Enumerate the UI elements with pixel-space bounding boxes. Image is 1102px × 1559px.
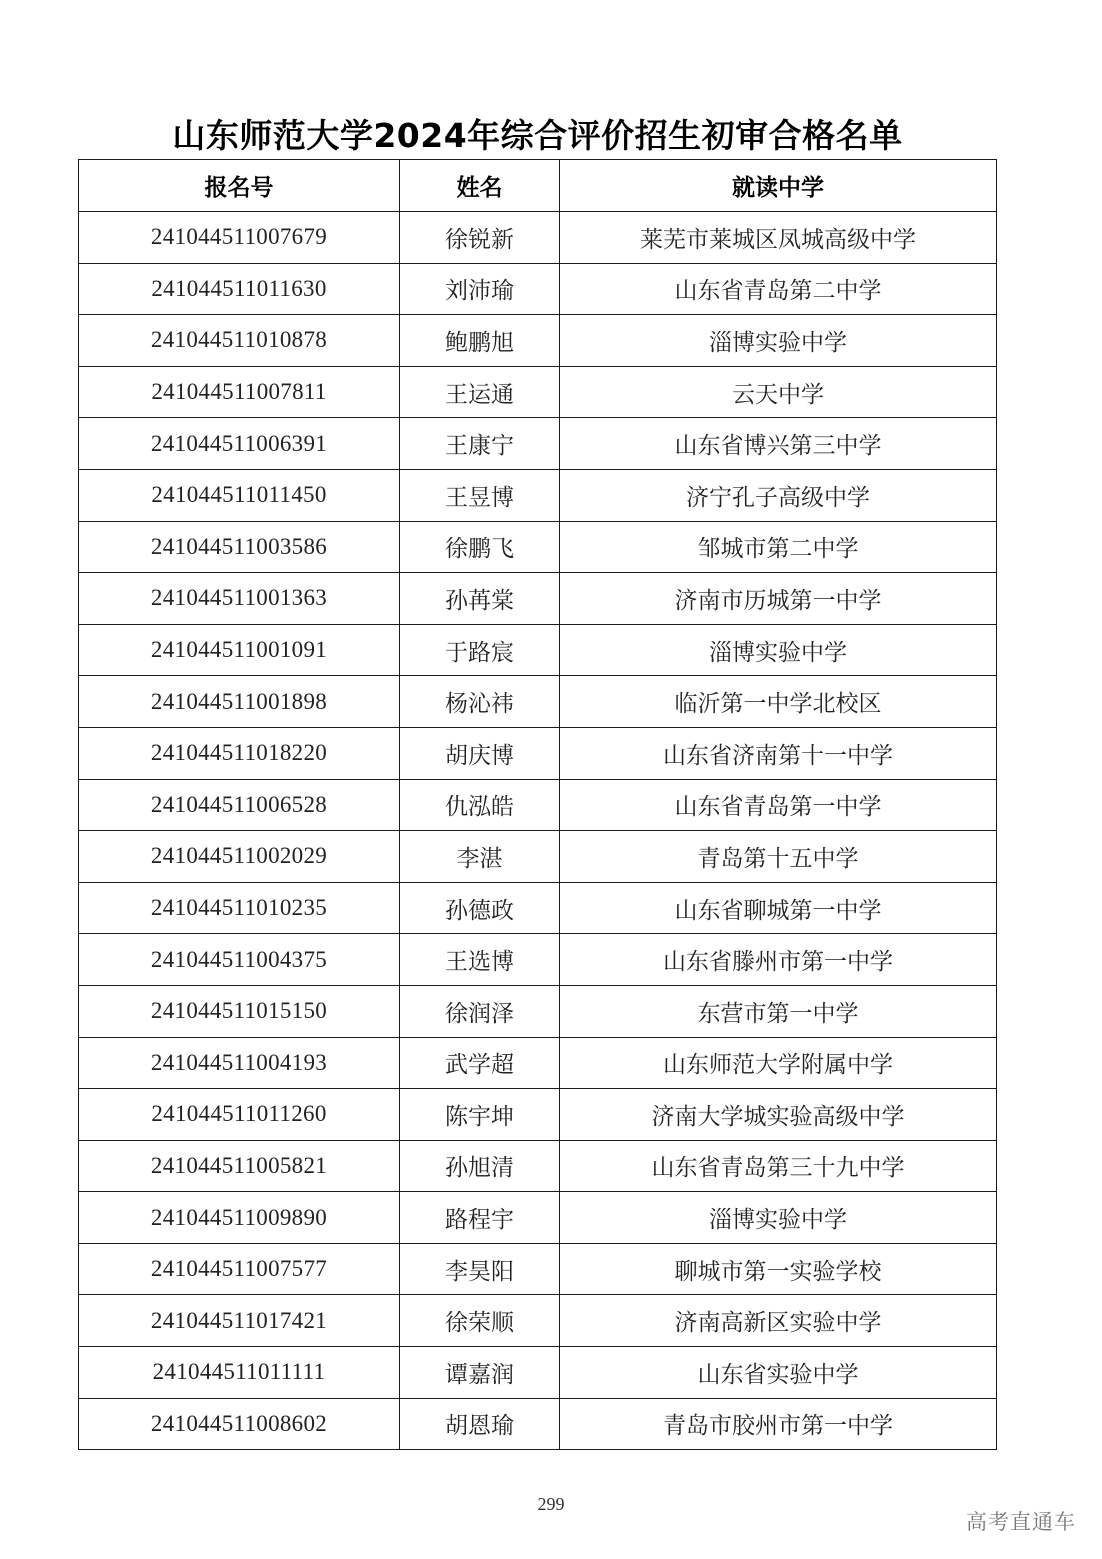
table-row	[79, 1295, 997, 1347]
table-row	[79, 1192, 997, 1244]
registration-number-cell: 241044511001363	[79, 573, 400, 625]
school-cell: 山东省青岛第一中学	[560, 779, 997, 831]
table-row	[79, 779, 997, 831]
table-row	[79, 366, 997, 418]
school-cell: 淄博实验中学	[560, 624, 997, 676]
table-row	[79, 882, 997, 934]
school-cell: 青岛第十五中学	[560, 831, 997, 883]
table-row	[79, 573, 997, 625]
registration-number-cell: 241044511008602	[79, 1398, 400, 1450]
admission-list-table	[78, 159, 997, 1450]
registration-number-cell: 241044511004193	[79, 1037, 400, 1089]
header-school: 就读中学	[560, 160, 997, 212]
school-cell: 莱芜市莱城区凤城高级中学	[560, 212, 997, 264]
table-row	[79, 1347, 997, 1399]
table-row	[79, 985, 997, 1037]
student-name-cell: 徐荣顺	[400, 1295, 560, 1347]
student-name-cell: 鲍鹏旭	[400, 315, 560, 367]
student-name-cell: 于路宸	[400, 624, 560, 676]
school-cell: 山东省博兴第三中学	[560, 418, 997, 470]
student-name-cell: 谭嘉润	[400, 1347, 560, 1399]
table-row	[79, 469, 997, 521]
school-cell: 聊城市第一实验学校	[560, 1243, 997, 1295]
registration-number-cell: 241044511007811	[79, 366, 400, 418]
table-row	[79, 212, 997, 264]
page-number: 299	[537, 1494, 565, 1514]
header-row	[79, 160, 997, 212]
registration-number-cell: 241044511017421	[79, 1295, 400, 1347]
registration-number-cell: 241044511006391	[79, 418, 400, 470]
registration-number-cell: 241044511005821	[79, 1140, 400, 1192]
registration-number-cell: 241044511003586	[79, 521, 400, 573]
student-name-cell: 胡庆博	[400, 727, 560, 779]
registration-number-cell: 241044511015150	[79, 985, 400, 1037]
table-row	[79, 676, 997, 728]
table-row	[79, 315, 997, 367]
table-row	[79, 263, 997, 315]
school-cell: 山东省聊城第一中学	[560, 882, 997, 934]
table-body	[79, 212, 997, 1450]
student-name-cell: 仇泓皓	[400, 779, 560, 831]
student-name-cell: 李湛	[400, 831, 560, 883]
school-cell: 云天中学	[560, 366, 997, 418]
school-cell: 济宁孔子高级中学	[560, 469, 997, 521]
student-name-cell: 武学超	[400, 1037, 560, 1089]
registration-number-cell: 241044511010878	[79, 315, 400, 367]
table-row	[79, 624, 997, 676]
watermark-text: 高考直通车	[966, 1510, 1076, 1534]
school-cell: 山东省滕州市第一中学	[560, 934, 997, 986]
student-name-cell: 孙德政	[400, 882, 560, 934]
student-name-cell: 胡恩瑜	[400, 1398, 560, 1450]
registration-number-cell: 241044511001898	[79, 676, 400, 728]
school-cell: 济南大学城实验高级中学	[560, 1089, 997, 1141]
school-cell: 淄博实验中学	[560, 315, 997, 367]
registration-number-cell: 241044511018220	[79, 727, 400, 779]
table-row	[79, 1140, 997, 1192]
school-cell: 临沂第一中学北校区	[560, 676, 997, 728]
registration-number-cell: 241044511009890	[79, 1192, 400, 1244]
table-row	[79, 1398, 997, 1450]
table-row	[79, 521, 997, 573]
table-row	[79, 1243, 997, 1295]
student-name-cell: 刘沛瑜	[400, 263, 560, 315]
table-row	[79, 934, 997, 986]
school-cell: 山东师范大学附属中学	[560, 1037, 997, 1089]
registration-number-cell: 241044511011450	[79, 469, 400, 521]
table-header	[79, 160, 997, 212]
registration-number-cell: 241044511002029	[79, 831, 400, 883]
registration-number-cell: 241044511001091	[79, 624, 400, 676]
registration-number-cell: 241044511007679	[79, 212, 400, 264]
student-name-cell: 王运通	[400, 366, 560, 418]
registration-number-cell: 241044511010235	[79, 882, 400, 934]
registration-number-cell: 241044511004375	[79, 934, 400, 986]
table-row	[79, 418, 997, 470]
table-row	[79, 1037, 997, 1089]
school-cell: 青岛市胶州市第一中学	[560, 1398, 997, 1450]
student-name-cell: 孙旭清	[400, 1140, 560, 1192]
student-name-cell: 李昊阳	[400, 1243, 560, 1295]
student-name-cell: 王昱博	[400, 469, 560, 521]
school-cell: 邹城市第二中学	[560, 521, 997, 573]
student-name-cell: 孙苒棠	[400, 573, 560, 625]
school-cell: 山东省济南第十一中学	[560, 727, 997, 779]
registration-number-cell: 241044511011260	[79, 1089, 400, 1141]
table-row	[79, 831, 997, 883]
student-name-cell: 徐润泽	[400, 985, 560, 1037]
school-cell: 山东省青岛第二中学	[560, 263, 997, 315]
student-name-cell: 徐锐新	[400, 212, 560, 264]
registration-number-cell: 241044511007577	[79, 1243, 400, 1295]
school-cell: 东营市第一中学	[560, 985, 997, 1037]
registration-number-cell: 241044511006528	[79, 779, 400, 831]
student-name-cell: 杨沁祎	[400, 676, 560, 728]
registration-number-cell: 241044511011111	[79, 1347, 400, 1399]
table-row	[79, 1089, 997, 1141]
student-name-cell: 路程宇	[400, 1192, 560, 1244]
registration-number-cell: 241044511011630	[79, 263, 400, 315]
school-cell: 济南高新区实验中学	[560, 1295, 997, 1347]
document-title: 山东师范大学2024年综合评价招生初审合格名单	[172, 116, 903, 155]
header-name: 姓名	[400, 160, 560, 212]
header-registration-number: 报名号	[79, 160, 400, 212]
school-cell: 山东省实验中学	[560, 1347, 997, 1399]
student-name-cell: 王选博	[400, 934, 560, 986]
student-name-cell: 徐鹏飞	[400, 521, 560, 573]
student-name-cell: 陈宇坤	[400, 1089, 560, 1141]
student-name-cell: 王康宁	[400, 418, 560, 470]
table-row	[79, 727, 997, 779]
school-cell: 山东省青岛第三十九中学	[560, 1140, 997, 1192]
school-cell: 淄博实验中学	[560, 1192, 997, 1244]
school-cell: 济南市历城第一中学	[560, 573, 997, 625]
